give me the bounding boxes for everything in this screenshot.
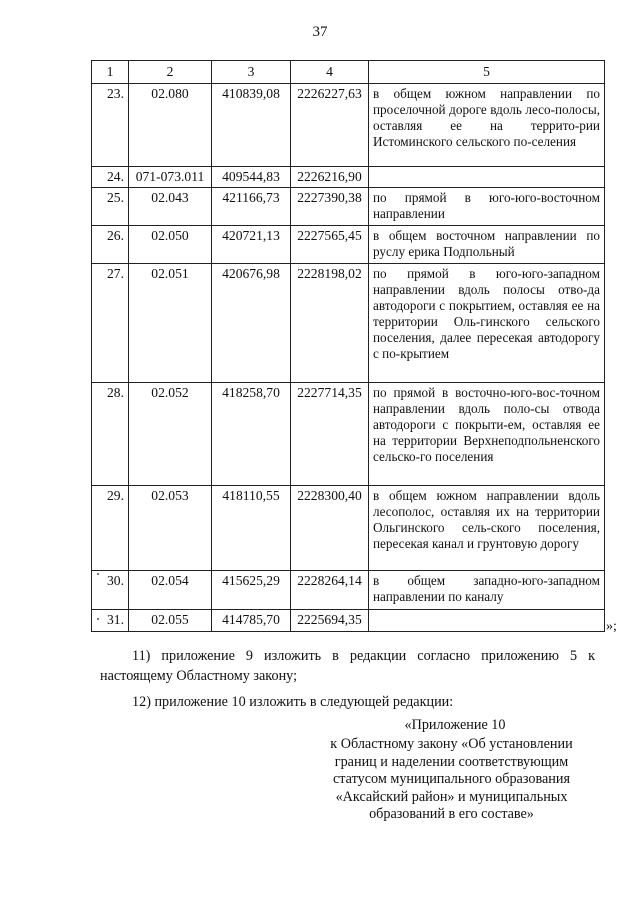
point-id: 02.051 [129,264,212,383]
boundary-description: в общем южном направлении вдоль лесополос, оставляя их на территории Ольгинского сель-ского поселения, пересекая канал и грунтовую дорогу [369,486,605,571]
table-row [92,226,605,264]
paragraph-item-12: 12) приложение 10 изложить в следующей редакции: [132,694,454,710]
appendix-caption [301,736,602,824]
boundary-description: в общем восточном направлении по руслу ерика Подпольный [369,226,605,264]
point-id: 02.043 [129,188,212,226]
table-row [92,383,605,486]
caption-line: статусом муниципального образования [333,771,570,787]
row-number: 27. [92,264,129,383]
scan-speck [97,573,99,575]
point-id: 02.054 [129,571,212,610]
point-id: 02.080 [129,84,212,167]
table-row [92,486,605,571]
column-header: 4 [291,61,369,84]
row-number: 25. [92,188,129,226]
boundary-points-table [91,60,605,632]
coordinate-x: 421166,73 [212,188,291,226]
row-number: 23. [92,84,129,167]
caption-line: образований в его составе» [369,806,534,822]
table-row [92,571,605,610]
coordinate-x: 409544,83 [212,167,291,188]
row-number: 26. [92,226,129,264]
boundary-description: в общем западно-юго-западном направлении по каналу [369,571,605,610]
table-row [92,167,605,188]
table-row [92,264,605,383]
coordinate-y: 2226227,63 [291,84,369,167]
closing-quote-mark: »; [606,619,617,634]
boundary-description: в общем южном направлении по проселочной дороге вдоль лесо-полосы, оставляя ее на террито-рии Истоминского сельского по-селения [369,84,605,167]
caption-line: к Областному закону «Об установлении [330,736,573,752]
point-id: 02.053 [129,486,212,571]
point-id: 02.052 [129,383,212,486]
column-header: 5 [369,61,605,84]
point-id: 02.050 [129,226,212,264]
coordinate-x: 418258,70 [212,383,291,486]
paragraph-item-11: 11) приложение 9 изложить в редакции согласно приложению 5 к настоящему Областному закону; [100,648,595,684]
table-row [92,84,605,167]
coordinate-x: 410839,08 [212,84,291,167]
table-header-row [92,61,605,84]
row-number: 29. [92,486,129,571]
coordinate-x: 415625,29 [212,571,291,610]
point-id: 02.055 [129,610,212,632]
boundary-description: по прямой в юго-юго-западном направлении вдоль полосы отво-да автодороги с покрытием, оставляя ее на территории Оль-гинского сельского поселения, далее пересекая автодорогу с по-крытием [369,264,605,383]
table-row [92,610,605,632]
boundary-description [369,610,605,632]
coordinate-y: 2225694,35 [291,610,369,632]
coordinate-y: 2228198,02 [291,264,369,383]
column-header: 3 [212,61,291,84]
coordinate-y: 2226216,90 [291,167,369,188]
page-number: 37 [312,24,328,40]
coordinate-y: 2227714,35 [291,383,369,486]
boundary-description: по прямой в юго-юго-восточном направлении [369,188,605,226]
scan-speck [97,618,99,620]
coordinate-x: 420721,13 [212,226,291,264]
coordinate-x: 414785,70 [212,610,291,632]
point-id: 071-073.011 [129,167,212,188]
boundary-description [369,167,605,188]
caption-line: границ и наделении соответствующим [334,753,569,770]
row-number: 24. [92,167,129,188]
coordinate-x: 420676,98 [212,264,291,383]
coordinate-y: 2228264,14 [291,571,369,610]
table-row [92,188,605,226]
column-header: 2 [129,61,212,84]
row-number: 30. [92,571,129,610]
column-header: 1 [92,61,129,84]
appendix-title: «Приложение 10 [404,717,506,733]
coordinate-y: 2227565,45 [291,226,369,264]
caption-line: «Аксайский район» и муниципальных [335,788,568,805]
boundary-description: по прямой в восточно-юго-вос-точном направлении вдоль поло-сы отвода автодороги с покрыти-ем, оставляя ее на территории Верхнеподпольненского сельско-го поселения [369,383,605,486]
row-number: 28. [92,383,129,486]
row-number: 31. [92,610,129,632]
coordinate-x: 418110,55 [212,486,291,571]
coordinate-y: 2228300,40 [291,486,369,571]
coordinate-y: 2227390,38 [291,188,369,226]
